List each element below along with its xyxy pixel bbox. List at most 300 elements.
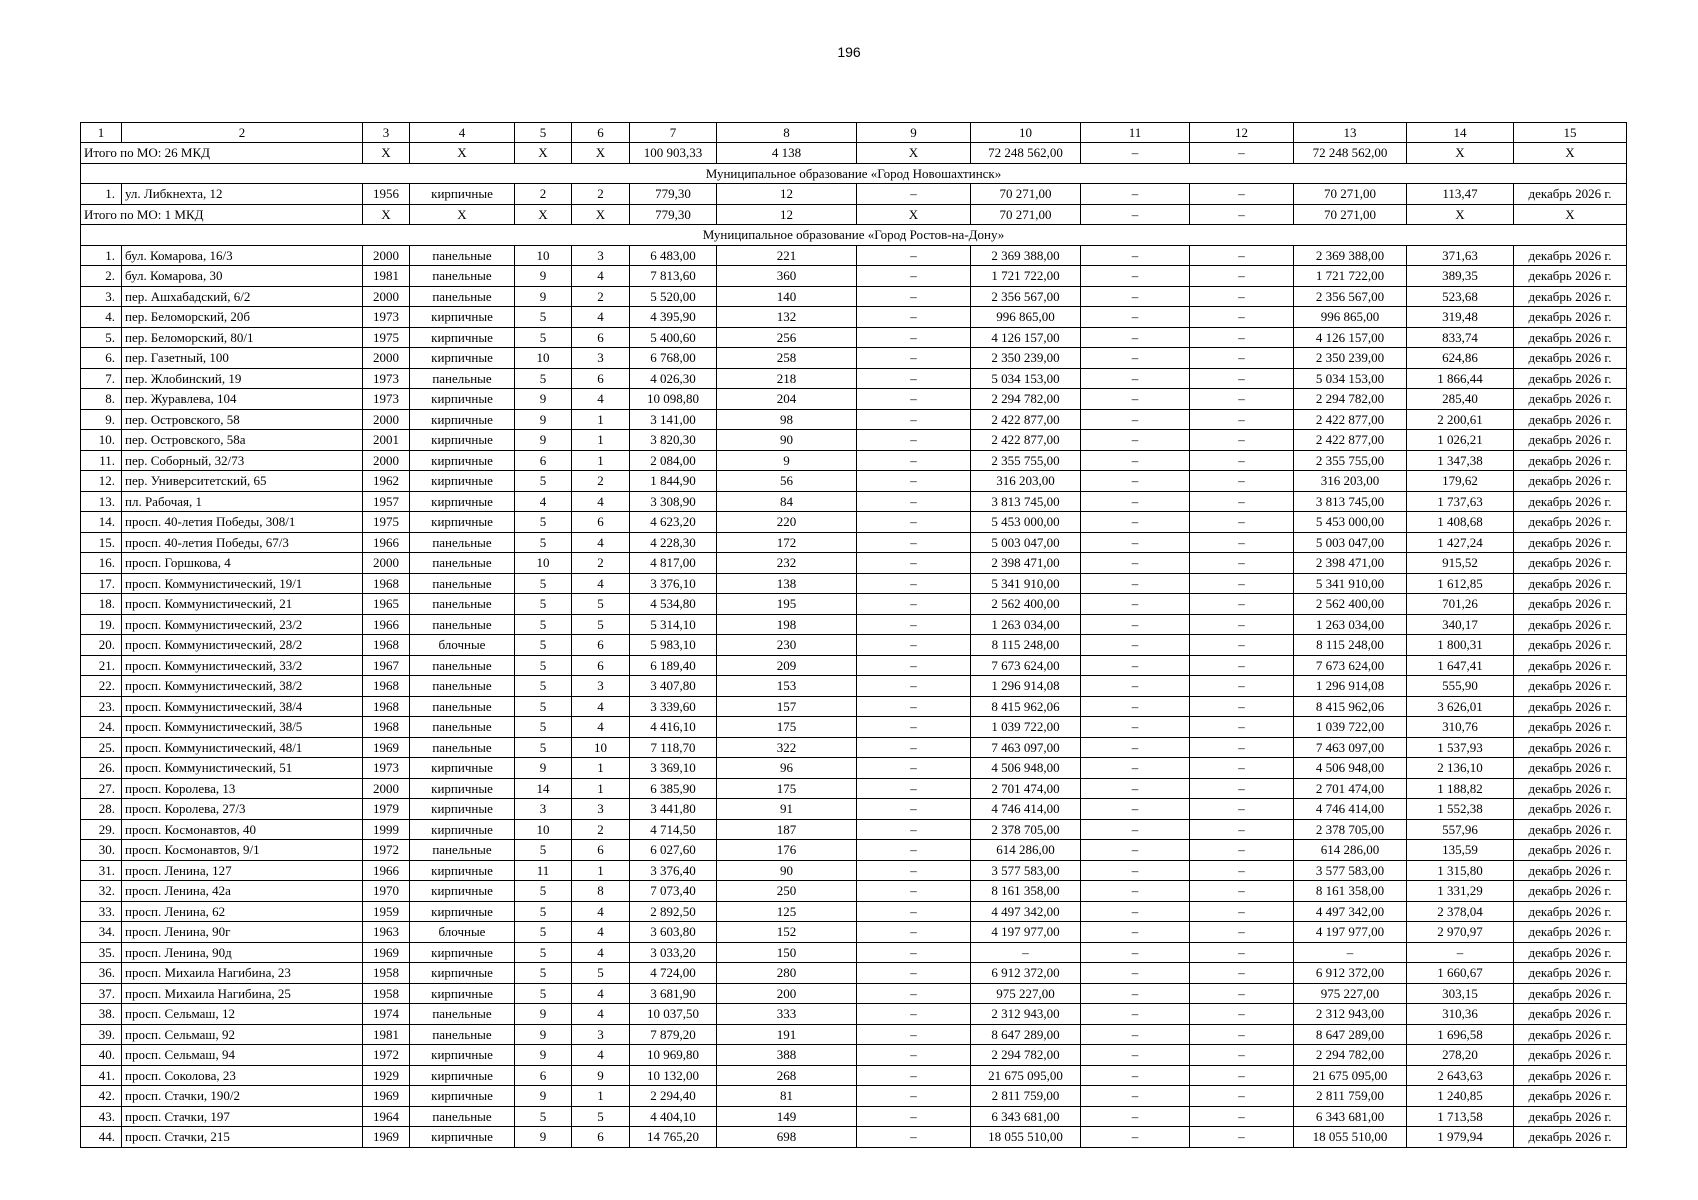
table-cell: 5	[515, 901, 572, 922]
table-cell: 221	[717, 245, 857, 266]
table-cell: 4	[572, 532, 630, 553]
total-cell: X	[1407, 204, 1514, 225]
address-cell: пер. Беломорский, 20б	[122, 307, 363, 328]
table-cell: –	[1081, 758, 1190, 779]
table-cell: декабрь 2026 г.	[1514, 860, 1627, 881]
table-cell: –	[1081, 901, 1190, 922]
table-cell: –	[1190, 696, 1294, 717]
table-cell: 9	[515, 389, 572, 410]
table-cell: 3 141,00	[630, 409, 717, 430]
table-cell: 2 369 388,00	[971, 245, 1081, 266]
table-cell: 4	[572, 491, 630, 512]
table-cell: декабрь 2026 г.	[1514, 368, 1627, 389]
table-cell: 1 552,38	[1407, 799, 1514, 820]
table-row	[81, 901, 1627, 922]
table-cell: 4 497 342,00	[971, 901, 1081, 922]
table-row	[81, 1086, 1627, 1107]
table-cell: 9	[515, 758, 572, 779]
table-cell: –	[1190, 532, 1294, 553]
table-cell: панельные	[410, 368, 515, 389]
table-cell: 7 073,40	[630, 881, 717, 902]
table-row	[81, 286, 1627, 307]
table-cell: –	[1081, 737, 1190, 758]
table-cell: –	[857, 553, 971, 574]
table-cell: декабрь 2026 г.	[1514, 717, 1627, 738]
table-cell: –	[1190, 614, 1294, 635]
table-cell: –	[857, 286, 971, 307]
table-cell: 5	[572, 963, 630, 984]
address-cell: просп. Стачки, 215	[122, 1127, 363, 1148]
table-row	[81, 430, 1627, 451]
table-cell: 2 356 567,00	[1294, 286, 1407, 307]
column-number: 11	[1081, 123, 1190, 143]
address-cell: пер. Ашхабадский, 6/2	[122, 286, 363, 307]
table-row	[81, 368, 1627, 389]
table-cell: 4 197 977,00	[1294, 922, 1407, 943]
table-cell: 4	[572, 922, 630, 943]
table-cell: –	[857, 266, 971, 287]
table-cell: 5	[515, 635, 572, 656]
table-cell: –	[1190, 553, 1294, 574]
table-cell: кирпичные	[410, 307, 515, 328]
total-cell: 100 903,33	[630, 143, 717, 164]
table-cell: 3 033,20	[630, 942, 717, 963]
table-cell: декабрь 2026 г.	[1514, 266, 1627, 287]
table-row	[81, 676, 1627, 697]
table-cell: 1 660,67	[1407, 963, 1514, 984]
table-cell: декабрь 2026 г.	[1514, 655, 1627, 676]
table-cell: 191	[717, 1024, 857, 1045]
table-cell: 4 746 414,00	[1294, 799, 1407, 820]
table-cell: 1968	[363, 635, 410, 656]
table-cell: 2	[572, 471, 630, 492]
table-cell: –	[1081, 1065, 1190, 1086]
table-cell: –	[1081, 799, 1190, 820]
table-cell: 3	[572, 348, 630, 369]
table-cell: 81	[717, 1086, 857, 1107]
table-cell: 2 422 877,00	[971, 430, 1081, 451]
table-cell: 319,48	[1407, 307, 1514, 328]
table-cell: кирпичные	[410, 348, 515, 369]
table-cell: декабрь 2026 г.	[1514, 942, 1627, 963]
table-cell: –	[971, 942, 1081, 963]
total-label: Итого по МО: 1 МКД	[81, 204, 363, 225]
table-cell: 5	[515, 840, 572, 861]
table-cell: 1959	[363, 901, 410, 922]
column-number: 7	[630, 123, 717, 143]
table-cell: 1 240,85	[1407, 1086, 1514, 1107]
table-cell: 10 969,80	[630, 1045, 717, 1066]
table-cell: –	[857, 1024, 971, 1045]
table-cell: –	[1081, 655, 1190, 676]
table-cell: –	[1081, 450, 1190, 471]
table-cell: 5	[515, 573, 572, 594]
address-cell: просп. Стачки, 190/2	[122, 1086, 363, 1107]
column-number: 10	[971, 123, 1081, 143]
table-cell: 1975	[363, 512, 410, 533]
table-cell: –	[1190, 430, 1294, 451]
total-cell: 4 138	[717, 143, 857, 164]
table-cell: панельные	[410, 532, 515, 553]
table-row	[81, 655, 1627, 676]
table-cell: 3 376,40	[630, 860, 717, 881]
table-cell: 4 228,30	[630, 532, 717, 553]
table-cell: 11	[515, 860, 572, 881]
municipality-total-row	[81, 204, 1627, 225]
table-cell: кирпичные	[410, 512, 515, 533]
table-cell: кирпичные	[410, 819, 515, 840]
table-cell: –	[1081, 614, 1190, 635]
table-cell: декабрь 2026 г.	[1514, 676, 1627, 697]
total-cell: X	[515, 204, 572, 225]
table-row	[81, 840, 1627, 861]
table-cell: 523,68	[1407, 286, 1514, 307]
table-cell: 98	[717, 409, 857, 430]
table-cell: 1 866,44	[1407, 368, 1514, 389]
table-cell: –	[1190, 307, 1294, 328]
table-cell: 1	[572, 778, 630, 799]
table-cell: 15.	[81, 532, 122, 553]
table-cell: 996 865,00	[1294, 307, 1407, 328]
table-cell: 5	[515, 696, 572, 717]
table-cell: 70 271,00	[1294, 184, 1407, 205]
table-cell: –	[857, 942, 971, 963]
table-cell: –	[1081, 553, 1190, 574]
table-cell: 5	[515, 737, 572, 758]
table-cell: –	[1190, 1086, 1294, 1107]
table-cell: 176	[717, 840, 857, 861]
table-cell: 2 294 782,00	[971, 389, 1081, 410]
table-cell: 1963	[363, 922, 410, 943]
table-cell: декабрь 2026 г.	[1514, 553, 1627, 574]
table-cell: –	[1081, 778, 1190, 799]
table-cell: 5 983,10	[630, 635, 717, 656]
table-cell: 3	[572, 245, 630, 266]
table-cell: 10 037,50	[630, 1004, 717, 1025]
table-cell: 149	[717, 1106, 857, 1127]
table-cell: 1 800,31	[1407, 635, 1514, 656]
table-cell: 4 126 157,00	[971, 327, 1081, 348]
table-cell: –	[857, 409, 971, 430]
table-cell: –	[1190, 409, 1294, 430]
table-row	[81, 450, 1627, 471]
table-cell: кирпичные	[410, 430, 515, 451]
table-cell: 7 673 624,00	[1294, 655, 1407, 676]
table-cell: 8 647 289,00	[1294, 1024, 1407, 1045]
table-cell: –	[1190, 1127, 1294, 1148]
table-cell: 209	[717, 655, 857, 676]
table-cell: 5 520,00	[630, 286, 717, 307]
table-cell: 12	[717, 184, 857, 205]
table-cell: 195	[717, 594, 857, 615]
table-cell: декабрь 2026 г.	[1514, 594, 1627, 615]
table-cell: –	[857, 963, 971, 984]
table-cell: 5 003 047,00	[971, 532, 1081, 553]
table-cell: 25.	[81, 737, 122, 758]
address-cell: просп. Ленина, 90д	[122, 942, 363, 963]
table-cell: 322	[717, 737, 857, 758]
table-cell: 1969	[363, 1127, 410, 1148]
table-cell: кирпичные	[410, 389, 515, 410]
table-cell: кирпичные	[410, 1045, 515, 1066]
total-cell: X	[857, 204, 971, 225]
table-row	[81, 532, 1627, 553]
table-cell: 2	[572, 286, 630, 307]
table-cell: 2 355 755,00	[971, 450, 1081, 471]
table-cell: 5	[572, 614, 630, 635]
table-cell: 4	[572, 266, 630, 287]
table-cell: панельные	[410, 655, 515, 676]
table-cell: 6 912 372,00	[1294, 963, 1407, 984]
table-cell: панельные	[410, 594, 515, 615]
address-cell: бул. Комарова, 16/3	[122, 245, 363, 266]
address-cell: просп. Сельмаш, 92	[122, 1024, 363, 1045]
table-cell: 2 398 471,00	[971, 553, 1081, 574]
total-cell: X	[363, 143, 410, 164]
column-number: 9	[857, 123, 971, 143]
table-cell: –	[1190, 881, 1294, 902]
table-cell: 7 813,60	[630, 266, 717, 287]
column-number: 2	[122, 123, 363, 143]
municipality-section-row	[81, 163, 1627, 184]
table-cell: панельные	[410, 676, 515, 697]
table-cell: –	[1190, 799, 1294, 820]
table-cell: кирпичные	[410, 942, 515, 963]
table-cell: 70 271,00	[971, 184, 1081, 205]
table-row	[81, 1045, 1627, 1066]
table-row	[81, 942, 1627, 963]
table-cell: декабрь 2026 г.	[1514, 491, 1627, 512]
address-cell: пер. Университетский, 65	[122, 471, 363, 492]
table-cell: 3	[572, 1024, 630, 1045]
table-cell: кирпичные	[410, 778, 515, 799]
table-cell: 3 681,90	[630, 983, 717, 1004]
table-cell: 4	[572, 389, 630, 410]
table-cell: 1 408,68	[1407, 512, 1514, 533]
table-cell: –	[857, 1045, 971, 1066]
table-cell: –	[1081, 245, 1190, 266]
table-cell: 19.	[81, 614, 122, 635]
table-cell: 9	[515, 266, 572, 287]
table-cell: 24.	[81, 717, 122, 738]
table-cell: 5	[572, 1106, 630, 1127]
table-cell: –	[857, 1127, 971, 1148]
table-cell: 10	[515, 819, 572, 840]
municipality-title: Муниципальное образование «Город Новошахтинск»	[81, 163, 1627, 184]
table-cell: –	[857, 922, 971, 943]
table-cell: 179,62	[1407, 471, 1514, 492]
table-cell: декабрь 2026 г.	[1514, 430, 1627, 451]
table-cell: 2 643,63	[1407, 1065, 1514, 1086]
table-cell: декабрь 2026 г.	[1514, 1106, 1627, 1127]
table-cell: 1 296 914,08	[971, 676, 1081, 697]
table-cell: 7 463 097,00	[1294, 737, 1407, 758]
table-cell: –	[1081, 266, 1190, 287]
total-cell: 72 248 562,00	[1294, 143, 1407, 164]
table-cell: –	[1190, 1004, 1294, 1025]
table-cell: 14.	[81, 512, 122, 533]
table-cell: –	[857, 1086, 971, 1107]
table-cell: 1	[572, 409, 630, 430]
table-cell: 1968	[363, 717, 410, 738]
table-cell: 1973	[363, 758, 410, 779]
address-cell: просп. Ленина, 42а	[122, 881, 363, 902]
table-cell: 5 453 000,00	[971, 512, 1081, 533]
table-cell: 624,86	[1407, 348, 1514, 369]
table-cell: 152	[717, 922, 857, 943]
table-cell: –	[1081, 307, 1190, 328]
table-cell: 138	[717, 573, 857, 594]
table-cell: декабрь 2026 г.	[1514, 901, 1627, 922]
table-cell: 9	[515, 1024, 572, 1045]
municipality-total-row	[81, 143, 1627, 164]
table-cell: 23.	[81, 696, 122, 717]
table-cell: 153	[717, 676, 857, 697]
table-cell: 14	[515, 778, 572, 799]
table-cell: 2	[572, 184, 630, 205]
table-cell: декабрь 2026 г.	[1514, 758, 1627, 779]
table-cell: 6 027,60	[630, 840, 717, 861]
table-cell: 2 892,50	[630, 901, 717, 922]
table-cell: –	[1081, 696, 1190, 717]
table-cell: 1975	[363, 327, 410, 348]
column-number: 14	[1407, 123, 1514, 143]
table-cell: –	[1081, 963, 1190, 984]
table-cell: 1969	[363, 942, 410, 963]
table-cell: кирпичные	[410, 1086, 515, 1107]
table-cell: 2 811 759,00	[971, 1086, 1081, 1107]
table-cell: –	[1081, 1106, 1190, 1127]
table-cell: 4	[572, 1004, 630, 1025]
table-cell: кирпичные	[410, 327, 515, 348]
total-cell: –	[1081, 204, 1190, 225]
table-cell: 113,47	[1407, 184, 1514, 205]
table-cell: 3	[572, 799, 630, 820]
table-cell: –	[1081, 676, 1190, 697]
table-cell: 1962	[363, 471, 410, 492]
table-cell: кирпичные	[410, 963, 515, 984]
table-cell: 3 603,80	[630, 922, 717, 943]
table-cell: декабрь 2026 г.	[1514, 881, 1627, 902]
table-cell: 2 350 239,00	[1294, 348, 1407, 369]
table-row	[81, 860, 1627, 881]
total-cell: X	[857, 143, 971, 164]
table-cell: –	[857, 307, 971, 328]
table-cell: 5	[515, 512, 572, 533]
table-cell: 8.	[81, 389, 122, 410]
table-cell: 360	[717, 266, 857, 287]
table-cell: –	[1081, 1127, 1190, 1148]
table-cell: 2 378 705,00	[1294, 819, 1407, 840]
table-cell: 38.	[81, 1004, 122, 1025]
table-cell: 9	[515, 1127, 572, 1148]
address-cell: просп. Сельмаш, 12	[122, 1004, 363, 1025]
table-row	[81, 983, 1627, 1004]
table-cell: 3 813 745,00	[971, 491, 1081, 512]
table-cell: декабрь 2026 г.	[1514, 840, 1627, 861]
table-cell: декабрь 2026 г.	[1514, 922, 1627, 943]
table-cell: 256	[717, 327, 857, 348]
table-cell: 2 422 877,00	[1294, 430, 1407, 451]
table-cell: 5	[515, 368, 572, 389]
total-cell: X	[572, 143, 630, 164]
table-cell: 4	[572, 942, 630, 963]
table-cell: –	[1294, 942, 1407, 963]
address-cell: просп. Коммунистический, 23/2	[122, 614, 363, 635]
table-cell: 8 115 248,00	[971, 635, 1081, 656]
table-cell: 4 197 977,00	[971, 922, 1081, 943]
address-cell: просп. Ленина, 127	[122, 860, 363, 881]
table-cell: 1 188,82	[1407, 778, 1514, 799]
table-cell: –	[857, 368, 971, 389]
address-cell: просп. Горшкова, 4	[122, 553, 363, 574]
table-cell: 371,63	[1407, 245, 1514, 266]
table-cell: 5	[515, 327, 572, 348]
table-cell: –	[1190, 717, 1294, 738]
address-cell: просп. Стачки, 197	[122, 1106, 363, 1127]
table-cell: –	[1081, 594, 1190, 615]
table-row	[81, 594, 1627, 615]
table-cell: 5	[515, 983, 572, 1004]
table-cell: –	[1190, 286, 1294, 307]
table-cell: 268	[717, 1065, 857, 1086]
table-cell: 4 746 414,00	[971, 799, 1081, 820]
table-cell: 5 314,10	[630, 614, 717, 635]
table-cell: –	[857, 614, 971, 635]
address-cell: просп. Коммунистический, 48/1	[122, 737, 363, 758]
table-cell: 1 263 034,00	[971, 614, 1081, 635]
table-cell: 833,74	[1407, 327, 1514, 348]
table-cell: 18 055 510,00	[1294, 1127, 1407, 1148]
table-cell: 8 161 358,00	[971, 881, 1081, 902]
table-cell: 6 343 681,00	[971, 1106, 1081, 1127]
address-cell: просп. Коммунистический, 38/2	[122, 676, 363, 697]
table-cell: 3 813 745,00	[1294, 491, 1407, 512]
table-cell: 11.	[81, 450, 122, 471]
table-cell: 1968	[363, 696, 410, 717]
table-cell: 7 463 097,00	[971, 737, 1081, 758]
table-cell: 6	[572, 512, 630, 533]
table-cell: –	[1190, 901, 1294, 922]
table-cell: 1 427,24	[1407, 532, 1514, 553]
table-cell: 4 623,20	[630, 512, 717, 533]
table-cell: –	[857, 594, 971, 615]
table-cell: панельные	[410, 1004, 515, 1025]
table-cell: 5	[515, 614, 572, 635]
table-cell: 2 970,97	[1407, 922, 1514, 943]
table-cell: декабрь 2026 г.	[1514, 450, 1627, 471]
column-number: 12	[1190, 123, 1294, 143]
table-cell: 2 294 782,00	[1294, 389, 1407, 410]
table-cell: 1967	[363, 655, 410, 676]
address-cell: просп. Коммунистический, 19/1	[122, 573, 363, 594]
table-cell: –	[857, 430, 971, 451]
table-cell: 172	[717, 532, 857, 553]
table-cell: 3 626,01	[1407, 696, 1514, 717]
table-cell: 557,96	[1407, 819, 1514, 840]
table-cell: 8 115 248,00	[1294, 635, 1407, 656]
table-cell: 4 714,50	[630, 819, 717, 840]
table-row	[81, 409, 1627, 430]
table-cell: 1 026,21	[1407, 430, 1514, 451]
table-cell: 1 039 722,00	[1294, 717, 1407, 738]
table-cell: 5	[515, 963, 572, 984]
table-cell: 2 811 759,00	[1294, 1086, 1407, 1107]
table-cell: –	[1081, 573, 1190, 594]
municipality-title: Муниципальное образование «Город Ростов-на-Дону»	[81, 225, 1627, 246]
address-cell: просп. Ленина, 62	[122, 901, 363, 922]
table-cell: 29.	[81, 819, 122, 840]
